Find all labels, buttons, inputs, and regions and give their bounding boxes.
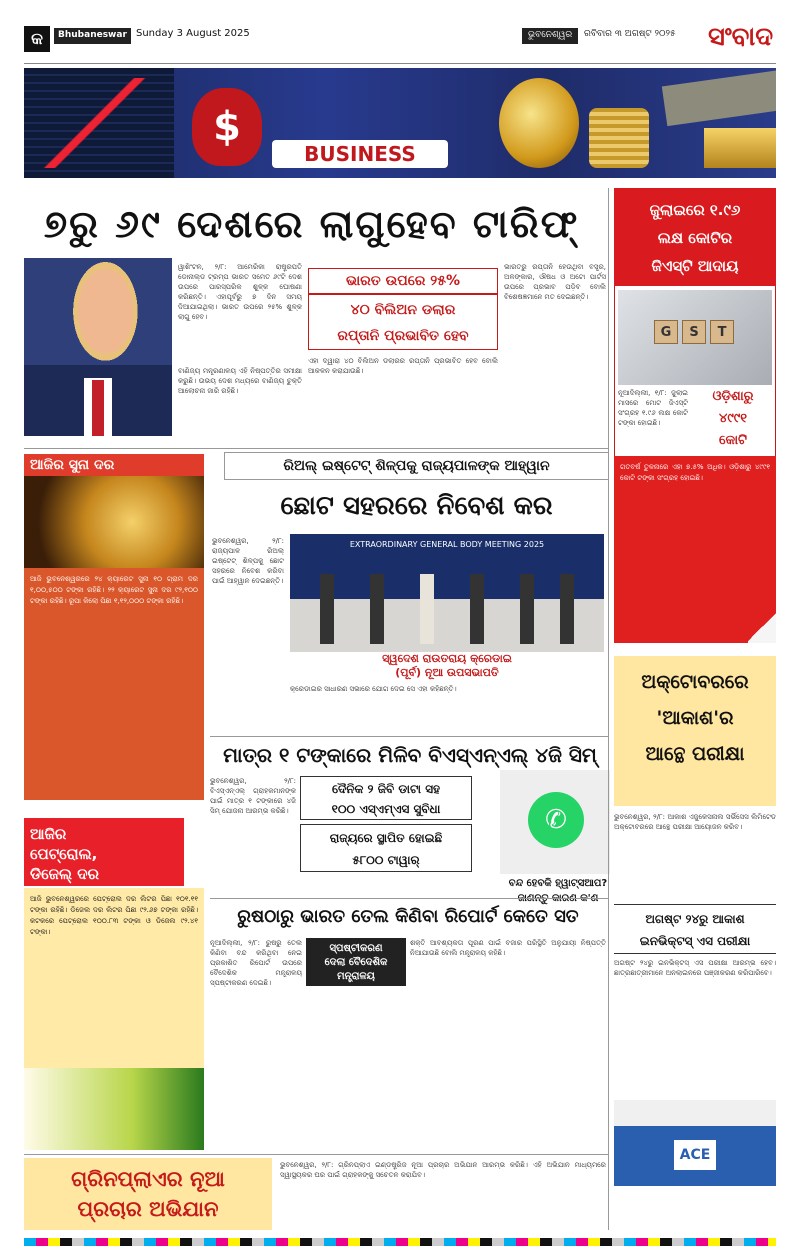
akash-sub-l2: ଇନଭିକ୍ଟସ୍ ଏସ ପରୀକ୍ଷା	[639, 934, 751, 948]
akash-body-a: ଭୁବନେଶ୍ୱର, ୨/୮: ଆକାଶ ଏଜୁକେସନାଲ ସର୍ଭିସେସ ଲିମିଟେଡ ଅକ୍ଟୋବରରେ ଆନ୍ଥେ ପରୀକ୍ଷା ଆୟୋଜନ କରିବ।	[614, 813, 776, 831]
banner-label: BUSINESS	[304, 142, 416, 166]
bsnl-box1-l2: ୧୦୦ ଏସ୍‌ଏମ୍‌ଏସ ସୁବିଧା	[331, 802, 441, 816]
gold-rate-body: ଆଜି ଭୁବନେଶ୍ୱରରେ ୨୪ କ୍ୟାରେଟ ସୁନା ୧୦ ଗ୍ରାମ ଦର ୧,୦୦,୫୦୦ ଟଙ୍କା ରହିଛି। ୨୨ କ୍ୟାରେଟ ସୁନା ଦର ୯୨,୧୦୦ ଟଙ୍କା ରହିଛି। ରୂପା କିଲୋ ପିଛା ୧,୧୨,୦୦୦ ଟଙ୍କା ରହିଛି।	[24, 568, 204, 800]
person	[470, 574, 484, 644]
bsnl-box2-l2: ୫୮୦୦ ଟାୱାର୍	[352, 853, 420, 867]
fuel-pump-photo	[24, 1068, 204, 1150]
bsnl-box-1	[300, 776, 472, 820]
russia-body-b: ଶକ୍ତି ଆବଶ୍ୟକତା ପୂରଣ ପାଇଁ ବଜାର ପରିସ୍ଥିତି ଅନୁଯାୟୀ ନିଷ୍ପତ୍ତି ନିଆଯାଉଛି ବୋଲି ମନ୍ତ୍ରାଳୟ କହିଛି।	[410, 939, 606, 957]
section-logo: କ	[24, 26, 50, 52]
whatsapp-photo	[500, 770, 610, 874]
greenply-headline	[24, 1158, 272, 1230]
whatsapp-headline-l1: ବନ୍ଦ ହେବକି ହ୍ୱାଟ୍ସଆପ?	[508, 878, 608, 889]
stage-caption-l2: (ପୂର୍ବ) ନୂଆ ଉପସଭାପତି	[395, 666, 499, 679]
column-divider	[608, 188, 609, 1230]
coins-icon	[589, 108, 649, 168]
gst-body-b: ଗତବର୍ଷ ତୁଳନାରେ ଏହା ୭.୫% ଅଧିକ। ଓଡ଼ିଶାରୁ ୪୯୯୧ କୋଟି ଟଙ୍କା ସଂଗ୍ରହ ହୋଇଛି।	[614, 456, 776, 643]
russia-headline: ରୁଷଠାରୁ ଭାରତ ତେଲ କିଣିବା ରିପୋର୍ଟ କେତେ ସତ	[237, 906, 579, 927]
stage-photo	[290, 534, 604, 652]
realestate-headline: ଛୋଟ ସହରରେ ନିବେଶ କର	[280, 491, 553, 521]
pullquote-2-line1: ୪୦ ବିଲିଅନ ଡଲାର	[350, 302, 456, 318]
pullquote-2-line2: ରପ୍ତାନି ପ୍ରଭାବିତ ହେବ	[337, 328, 469, 344]
russia-badge	[306, 938, 406, 986]
russia-body-a: ନୂଆଦିଲ୍ଲୀ, ୨/୮: ରୁଷରୁ ତେଲ କିଣିବା ବନ୍ଦ କରିଥିବା ନେଇ ପ୍ରକାଶିତ ରିପୋର୍ଟ ଉପରେ ବୈଦେଶିକ ମନ୍ତ୍ରାଳୟ ସ୍ପଷ୍ଟୀକରଣ ଦେଇଛି।	[210, 939, 302, 987]
masthead: ସଂ‌ବାଦ	[708, 22, 774, 52]
gold-bars-graphic	[704, 128, 776, 168]
lead-body-a: ୱାଶିଂଟନ, ୨/୮: ଆମେରିକା ରାଷ୍ଟ୍ରପତି ଡୋନାଲ୍ଡ ଟ୍ରମ୍ପ ଭାରତ ସମେତ ୬୯ଟି ଦେଶ ଉପରେ ପାରସ୍ପରିକ ଶୁଳ୍କ ଘୋଷଣା କରିଛନ୍ତି। ଏହାପୂର୍ବରୁ ୭ ଦିନ ସମୟ ଦିଆଯାଇଥିଲା। ଭାରତ ଉପରେ ୨୫% ଶୁଳ୍କ ଲାଗୁ ହେବ।	[178, 263, 302, 321]
person	[320, 574, 334, 644]
petrol-title-l3: ଡିଜେଲ୍ ଦର	[30, 865, 99, 883]
badge-l1: ସ୍ପଷ୍ଟୀକରଣ	[329, 943, 383, 954]
akash-headline-l2: 'ଆକାଶ'ର	[656, 707, 734, 729]
section-divider	[210, 898, 608, 899]
location-odia: ଭୁବନେଶ୍ୱର	[522, 28, 578, 44]
bsnl-body: ଭୁବନେଶ୍ୱର, ୨/୮: ବିଏସ୍‌ଏନ୍‌ଏଲ୍ ଗ୍ରାହକମାନଙ୍କ ପାଇଁ ମାତ୍ର ୧ ଟଙ୍କାରେ ୪ଜି ସିମ୍ ଯୋଜନା ଆରମ୍ଭ କରିଛି।	[210, 777, 296, 815]
person	[370, 574, 384, 644]
section-divider	[24, 448, 608, 449]
badge-l2: ଦେଲା ବୈଦେଶିକ	[324, 957, 388, 968]
greenply-headline-l1: ଗ୍ରିନପ୍ଲାଏର ନୂଆ	[71, 1167, 225, 1191]
bsnl-headline: ମାତ୍ର ୧ ଟଙ୍କାରେ ମିଳିବ ବିଏସ୍‌ଏନ୍‌ଏଲ୍ ୪ଜି ସିମ୍	[223, 743, 597, 767]
gst-odisha-highlight	[690, 386, 776, 456]
gold-globe-graphic	[499, 78, 579, 168]
gst-block-g: G	[654, 320, 678, 344]
akash-sub-l1: ଅଗଷ୍ଟ ୨୪ରୁ ଆକାଶ	[645, 912, 745, 926]
gst-headline-l3: ଜିଏସ୍‌ଟି ଆଦାୟ	[651, 257, 739, 275]
stage-caption-l1: ସ୍ୱଦେଶ ରାଉତରାୟ କ୍ରେଡାଇ	[382, 652, 512, 665]
trump-photo	[24, 258, 172, 436]
page-header	[24, 22, 776, 64]
realestate-kicker: ରିଅଲ୍ ଇଷ୍ଟେଟ୍ ଶିଳ୍ପକୁ ରାଜ୍ୟପାଳଙ୍କ ଆହ୍ୱାନ	[224, 452, 609, 480]
stage-banner-text: EXTRAORDINARY GENERAL BODY MEETING 2025	[349, 540, 545, 549]
realestate-body-a: ଭୁବନେଶ୍ୱର, ୨/୮: ରାଜ୍ୟପାଳ ରିଅଲ୍ ଇଷ୍ଟେଟ୍ ଶିଳ୍ପକୁ ଛୋଟ ସହରରେ ନିବେଶ କରିବା ପାଇଁ ଆହ୍ୱାନ ଦେଇଛନ୍ତି।	[212, 537, 284, 585]
odisha-l3: କୋଟି	[718, 433, 748, 448]
gst-headline-l2: ଲକ୍ଷ କୋଟିର	[657, 229, 733, 247]
ace-logo: ACE	[674, 1140, 716, 1170]
lead-pullquote-2	[308, 294, 498, 350]
greenply-body: ଭୁବନେଶ୍ୱର, ୨/୮: ଗ୍ରିନପ୍ଲାଏ ଇଣ୍ଡଷ୍ଟ୍ରିଜ ନୂଆ ପ୍ରଚାର ଅଭିଯାନ ଆରମ୍ଭ କରିଛି। ଏହି ଅଭିଯାନ ମାଧ୍ୟମରେ ସ୍ୱାସ୍ଥ୍ୟକର ଘର ପାଇଁ ଗ୍ରାହକଙ୍କୁ ସଚେତନ କରାଯିବ।	[280, 1161, 606, 1179]
akash-body-c	[614, 1190, 776, 1230]
person	[520, 574, 534, 644]
whatsapp-icon: ✆	[528, 792, 584, 848]
section-divider	[24, 1154, 608, 1155]
akash-headline-l3: ଆନ୍ଥେ ପରୀକ୍ଷା	[645, 743, 745, 765]
stock-chart-graphic	[24, 68, 174, 178]
akash-headline	[614, 656, 776, 806]
person	[560, 574, 574, 644]
akash-subhead	[614, 904, 776, 954]
lead-body-d: ଏହା ଦ୍ୱାରା ୪୦ ବିଲିଅନ ଡଲାରର ରପ୍ତାନି ପ୍ରଭାବିତ ହେବ ବୋଲି ଆକଳନ କରାଯାଉଛି।	[308, 357, 498, 375]
gold-jewellery-photo	[24, 476, 204, 568]
section-divider	[210, 736, 608, 737]
petrol-body: ଆଜି ଭୁବନେଶ୍ୱରରେ ପେଟ୍ରୋଲ ଦର ଲିଟର ପିଛା ୧୦୧.୧୧ ଟଙ୍କା ରହିଛି। ଡିଜେଲ ଦର ଲିଟର ପିଛା ୯୨.୬୭ ଟଙ୍କା ରହିଛି। କଟକରେ ପେଟ୍ରୋଲ ୧୦୦.୮୩ ଟଙ୍କା ଓ ଡିଜେଲ ୯୨.୪୧ ଟଙ୍କା।	[24, 888, 204, 1068]
date-odia: ରବିବାର ୩ ଅଗଷ୍ଟ ୨୦୨୫	[584, 29, 676, 39]
lead-pullquote-1: ଭାରତ ଉପରେ ୨୫%	[308, 268, 498, 294]
lead-body-c: ବାଣିଜ୍ୟ ମନ୍ତ୍ରଣାଳୟ ଏହି ନିଷ୍ପତ୍ତିର ସମୀକ୍ଷା କରୁଛି। ଉଭୟ ଦେଶ ମଧ୍ୟରେ ବାଣିଜ୍ୟ ଚୁକ୍ତି ଆଲୋଚନା ଜାରି ରହିଛି।	[178, 367, 302, 395]
gst-block-s: S	[682, 320, 706, 344]
lead-headline: ୭ରୁ ୬୯ ଦେଶରେ ଲାଗୁହେବ ଟାରିଫ୍	[43, 202, 580, 246]
badge-l3: ମନ୍ତ୍ରାଳୟ	[337, 971, 375, 982]
petrol-title-l1: ଆଜିର	[30, 825, 67, 843]
gold-rate-title: ଆଜିର ସୁନା ଦର	[24, 454, 204, 476]
odisha-l2: ୪୯୯୧	[718, 411, 748, 426]
cash-stack-graphic	[662, 70, 776, 126]
money-bag-icon: $	[192, 88, 262, 166]
print-color-bar	[24, 1238, 776, 1246]
date-label: Sunday 3 August 2025	[136, 28, 250, 39]
petrol-title-l2: ପେଟ୍ରୋଲ,	[30, 845, 98, 863]
akash-body-b: ଅଗଷ୍ଟ ୨୪ରୁ ଇନଭିକ୍ଟସ୍ ଏସ ପରୀକ୍ଷା ଆରମ୍ଭ ହେବ। ଛାତ୍ରଛାତ୍ରୀମାନେ ଅନଲାଇନରେ ପଞ୍ଜୀକରଣ କରିପାରିବେ।	[614, 959, 776, 977]
bsnl-box2-l1: ରାଜ୍ୟରେ ସ୍ଥାପିତ ହୋଇଛି	[329, 831, 443, 845]
gst-block-t: T	[710, 320, 734, 344]
lead-body-b: ଭାରତରୁ ରପ୍ତାନି ହେଉଥିବା ବସ୍ତ୍ର, ଅଳଙ୍କାର, ଔଷଧ ଓ ଅଟୋ ପାର୍ଟସ ଉପରେ ପ୍ରଭାବ ପଡ଼ିବ ବୋଲି ବିଶେଷଜ୍ଞମାନେ ମତ ଦେଇଛନ୍ତି।	[504, 263, 606, 301]
bsnl-box1-l1: ଦୈନିକ ୨ ଜିବି ଡାଟା ସହ	[331, 782, 441, 796]
odisha-l1: ଓଡ଼ିଶାରୁ	[712, 389, 754, 404]
akash-headline-l1: ଅକ୍ଟୋବରରେ	[641, 671, 749, 693]
greenply-headline-l2: ପ୍ରଚାର ଅଭିଯାନ	[77, 1197, 219, 1221]
bsnl-box-2	[300, 824, 472, 872]
city-label: Bhubaneswar	[54, 28, 131, 44]
petrol-title	[24, 818, 184, 886]
akash-event-photo	[614, 1100, 776, 1186]
gst-body-a: ନୂଆଦିଲ୍ଲୀ, ୧/୮: ଜୁଲାଇ ମାସରେ ମୋଟ ଜିଏସ୍‌ଟି ସଂଗ୍ରହ ୧.୯୬ ଲକ୍ଷ କୋଟି ଟଙ୍କା ହୋଇଛି।	[618, 389, 688, 427]
person	[420, 574, 434, 644]
page-curl-graphic	[748, 611, 776, 643]
gst-headline	[614, 188, 776, 286]
gst-photo	[618, 290, 772, 385]
realestate-body-b: କ୍ରେଡାଇର ସାଧାରଣ ସଭାରେ ଯୋଗ ଦେଇ ସେ ଏହା କହିଛନ୍ତି।	[290, 685, 457, 693]
gst-headline-l1: ଜୁଲାଇରେ ୧.୯୬	[649, 201, 741, 219]
